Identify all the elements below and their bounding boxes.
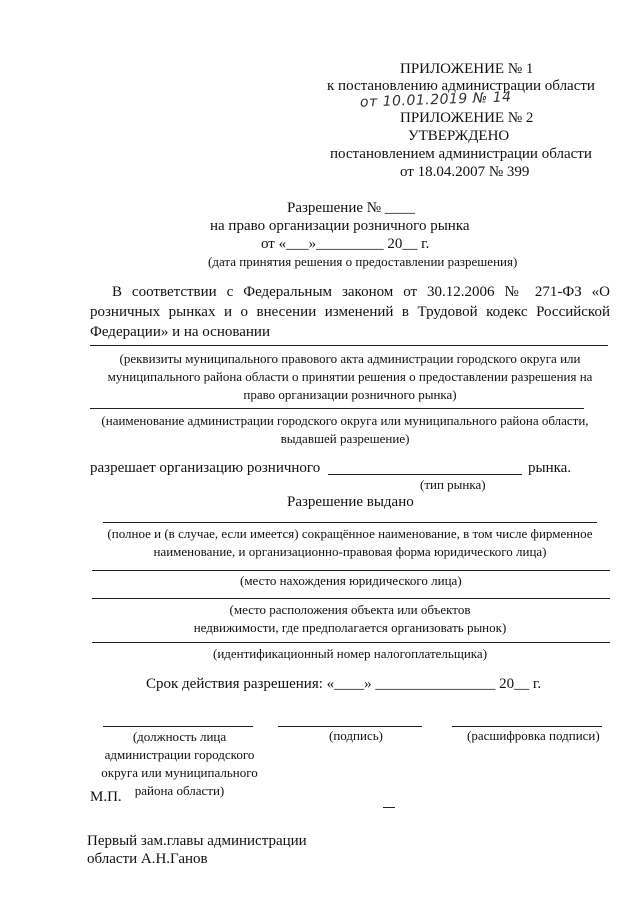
objects-line — [92, 598, 610, 599]
appendix-2-title: ПРИЛОЖЕНИЕ № 2 — [400, 110, 534, 126]
approved-date: от 18.04.2007 № 399 — [400, 164, 530, 180]
issued-to-label: Разрешение выдано — [287, 494, 414, 510]
permit-title: Разрешение № ____ — [287, 200, 415, 216]
validity-line: Срок действия разрешения: «____» ________________ 20__ г. — [146, 676, 542, 692]
approved-by: постановлением администрации области — [330, 146, 592, 162]
position-caption: (должность лица администрации городского округа или муниципального района области) — [101, 729, 258, 798]
market-suffix: рынка. — [528, 460, 572, 476]
location-line — [92, 570, 610, 571]
objects-caption: (место расположения объекта или объектов недвижимости, где предполагается организовать рынок) — [193, 602, 507, 635]
signature-caption: (подпись) — [329, 728, 383, 743]
full-name-caption: (полное и (в случае, если имеется) сокращённое наименование, в том числе фирменное наименование, и организационно-правовая форма юридического лица) — [107, 526, 593, 559]
appendix-1-reference: к постановлению администрации области — [327, 78, 595, 94]
tax-id-caption: (идентификационный номер налогоплательщика) — [213, 646, 488, 661]
permit-subject: на право организации розничного рынка — [210, 218, 470, 234]
appendix-1-title: ПРИЛОЖЕНИЕ № 1 — [400, 61, 534, 77]
tax-id-line — [92, 642, 610, 643]
decoding-caption: (расшифровка подписи) — [467, 728, 600, 743]
admin-name-line — [90, 408, 584, 409]
market-type-line — [328, 474, 522, 475]
signatory-line-1: Первый зам.главы администрации — [87, 833, 307, 849]
permits-organization-label: разрешает организацию розничного — [90, 460, 321, 476]
requisites-line — [90, 345, 608, 346]
seal-mark: М.П. — [90, 789, 122, 805]
signatory-line-2: области А.Н.Ганов — [87, 851, 208, 867]
permit-date-caption: (дата принятия решения о предоставлении разрешения) — [208, 254, 518, 269]
admin-name-caption: (наименование администрации городского округа или муниципального района области, выдавшей разрешение) — [101, 413, 589, 446]
position-line — [103, 726, 253, 727]
approved-label: УТВЕРЖДЕНО — [408, 128, 510, 144]
permit-date-line: от «___»_________ 20__ г. — [261, 236, 430, 252]
handwritten-date-number: от 10.01.2019 № 14 — [359, 89, 512, 111]
signature-line — [278, 726, 422, 727]
market-type-caption: (тип рынка) — [420, 477, 486, 492]
legal-basis-paragraph: В соответствии с Федеральным законом от 30.12.2006 № 271-ФЗ «О розничных рынках и о внесении изменений в Трудовой кодекс Российской Федерации» и на основании — [90, 284, 610, 340]
full-name-line — [103, 522, 597, 523]
decoding-line — [452, 726, 602, 727]
requisites-caption: (реквизиты муниципального правового акта администрации городского округа или муниципального района области о принятии решения о предоставлении разрешения на право организации розничного рынка) — [107, 351, 593, 402]
location-caption: (место нахождения юридического лица) — [240, 573, 462, 588]
small-dash — [383, 807, 395, 808]
